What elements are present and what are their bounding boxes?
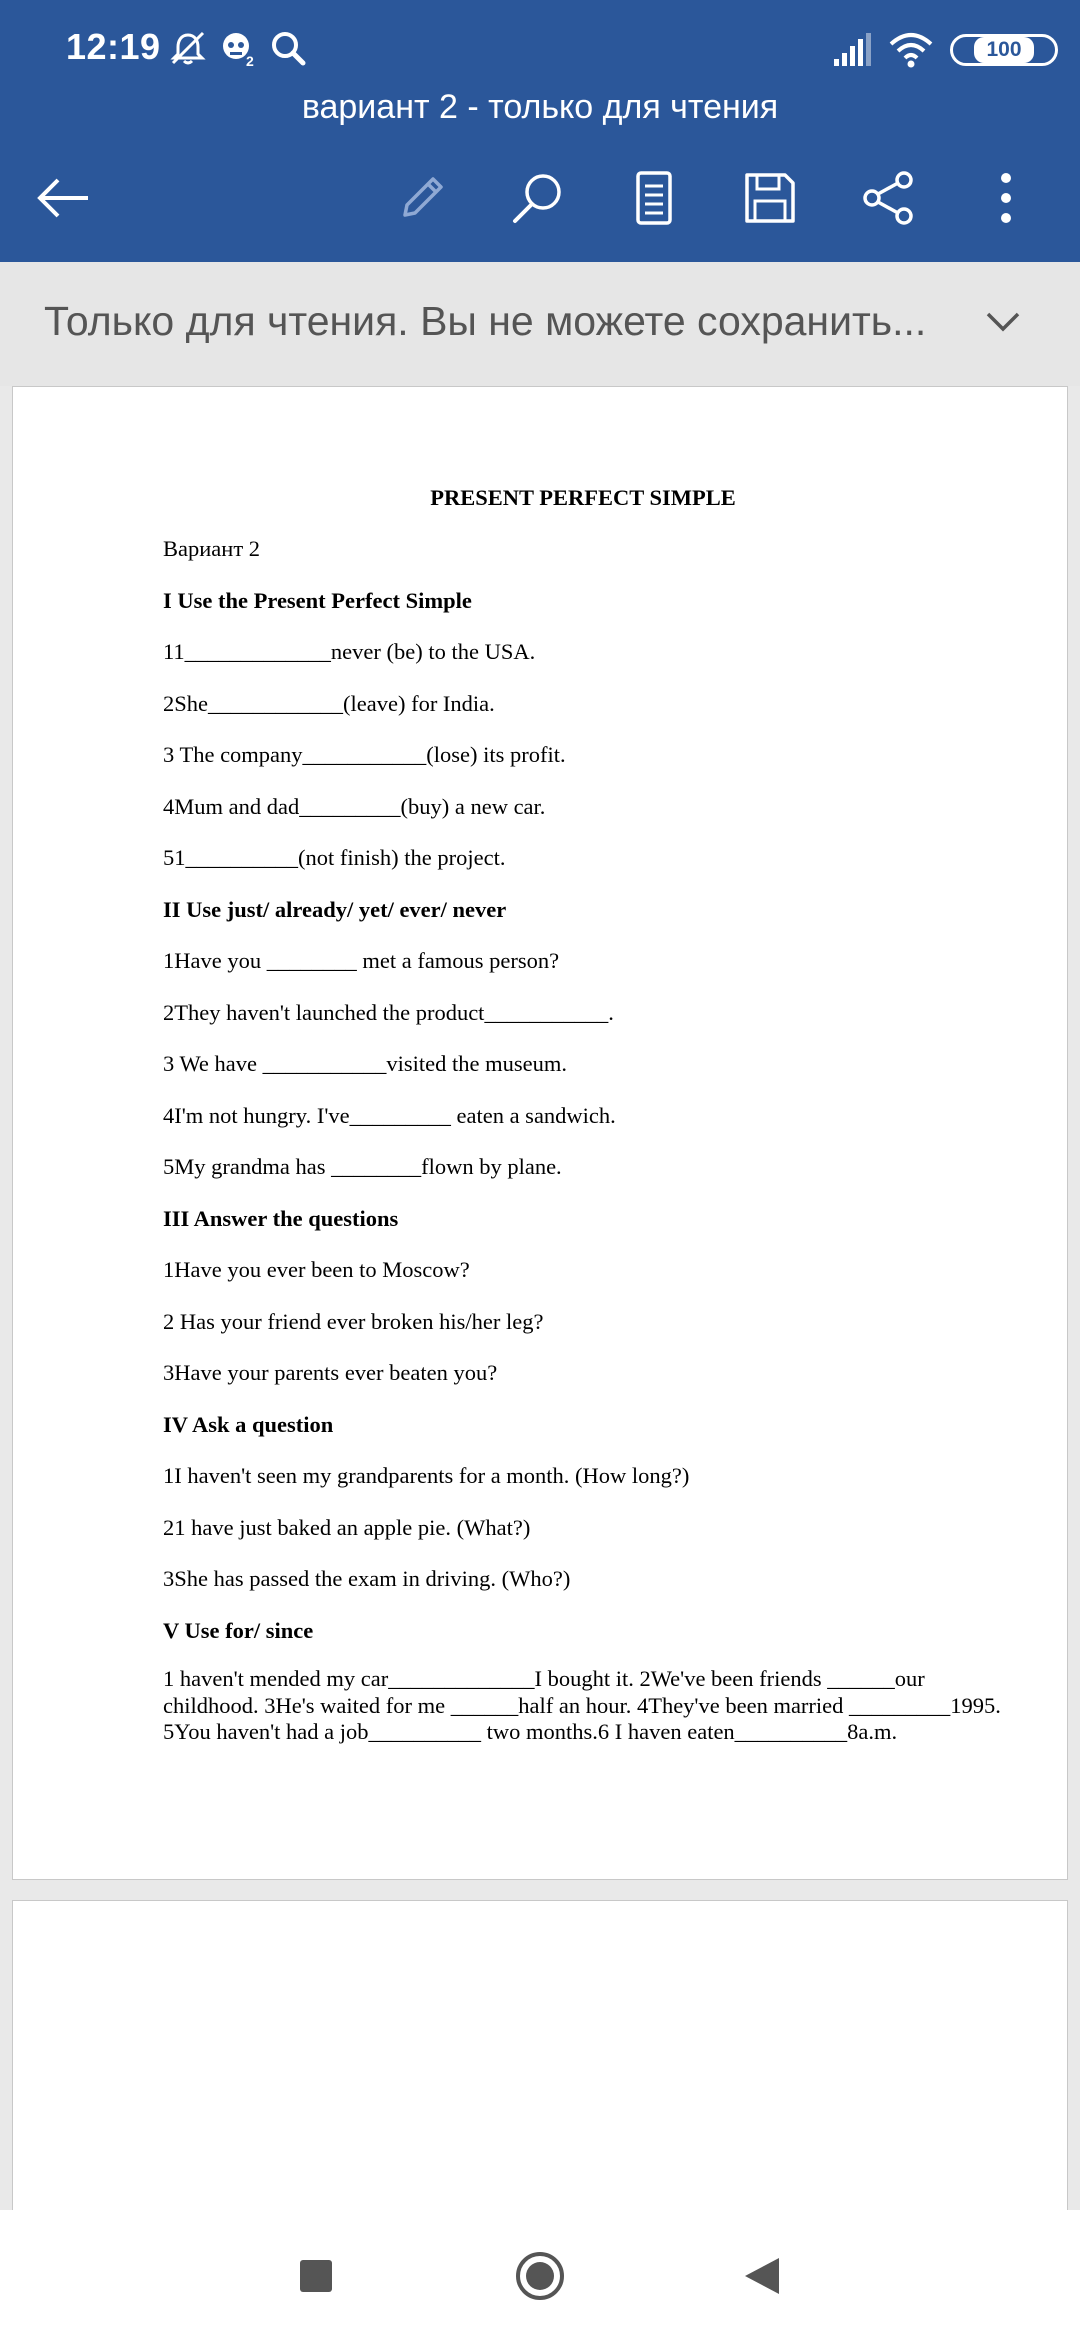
exercise-line: 3She has passed the exam in driving. (Who?) [163, 1566, 571, 1591]
edit-icon [395, 171, 449, 225]
battery-icon [950, 34, 1058, 66]
reading-view-icon [632, 170, 676, 226]
exercise-line: 1I haven't seen my grandparents for a month. (How long?) [163, 1463, 690, 1488]
exercise-paragraph: 1 haven't mended my car_____________I bought it. 2We've been friends ______our childhood. 3He's waited for me ______half an hour. 4They've been married _________1995. 5You haven't had a job__________ two months.6 I haven eaten__________8a.m. [163, 1666, 1001, 1744]
exercise-line: 11_____________never (be) to the USA. [163, 639, 536, 664]
exercise-line: 3 The company___________(lose) its profit. [163, 742, 566, 767]
share-button[interactable] [856, 166, 920, 230]
home-icon [514, 2250, 566, 2302]
exercise-line: 4Mum and dad_________(buy) a new car. [163, 794, 546, 819]
status-bar [0, 0, 1080, 100]
document-title: вариант 2 - только для чтения [301, 88, 779, 126]
section-heading: III Answer the questions [163, 1206, 399, 1231]
signal-icon [832, 32, 872, 68]
section-heading: IV Ask a question [163, 1412, 334, 1437]
exercise-line: 2They haven't launched the product___________. [163, 1000, 614, 1025]
back-nav-button[interactable] [730, 2244, 794, 2308]
section-heading: I Use the Present Perfect Simple [163, 588, 472, 613]
app-notification-icon [218, 28, 258, 68]
exercise-line: 1Have you ________ met a famous person? [163, 948, 560, 973]
exercise-line: 3Have your parents ever beaten you? [163, 1360, 498, 1385]
share-icon [860, 170, 916, 226]
home-button[interactable] [508, 2244, 572, 2308]
section-heading: II Use just/ already/ yet/ ever/ never [163, 897, 507, 922]
exercise-line: 3 We have ___________visited the museum. [163, 1051, 567, 1076]
back-nav-icon [743, 2256, 781, 2296]
exercise-line: 4I'm not hungry. I've_________ eaten a sandwich. [163, 1103, 616, 1128]
exercise-line: 2 Has your friend ever broken his/her leg? [163, 1309, 544, 1334]
exercise-line: 1Have you ever been to Moscow? [163, 1257, 470, 1282]
recent-apps-button[interactable] [284, 2244, 348, 2308]
app-bar [0, 0, 1080, 262]
alarm-off-icon [168, 28, 208, 68]
status-time: 12:19 [66, 26, 161, 67]
document-page [12, 386, 1068, 1880]
system-nav-bar [0, 2210, 1080, 2340]
reading-view-button[interactable] [622, 166, 686, 230]
back-icon [36, 176, 92, 220]
read-only-banner[interactable] [0, 262, 1080, 386]
exercise-line: 5My grandma has ________flown by plane. [163, 1154, 562, 1179]
exercise-line: 21 have just baked an apple pie. (What?) [163, 1515, 531, 1540]
read-only-message: Только для чтения. Вы не можете сохранить... [44, 298, 927, 344]
edit-button[interactable] [390, 166, 454, 230]
back-button[interactable] [32, 166, 96, 230]
page-title: PRESENT PERFECT SIMPLE [430, 485, 736, 510]
battery-level: 100 [974, 37, 1033, 63]
wifi-icon [888, 30, 934, 68]
exercise-line: 51__________(not finish) the project. [163, 845, 506, 870]
exercise-line: 2She____________(leave) for India. [163, 691, 495, 716]
document-page-2 [12, 1900, 1068, 2260]
variant-label: Вариант 2 [163, 536, 261, 561]
recent-apps-icon [299, 2259, 333, 2293]
section-heading: V Use for/ since [163, 1618, 314, 1643]
svg-text:2: 2 [246, 53, 254, 68]
search-icon [268, 28, 308, 68]
find-button[interactable] [506, 166, 570, 230]
more-options-button[interactable] [974, 166, 1038, 230]
more-icon [996, 172, 1016, 224]
chevron-down-icon[interactable] [984, 310, 1022, 336]
save-button[interactable] [738, 166, 802, 230]
find-icon [509, 169, 567, 227]
save-icon [743, 171, 797, 225]
